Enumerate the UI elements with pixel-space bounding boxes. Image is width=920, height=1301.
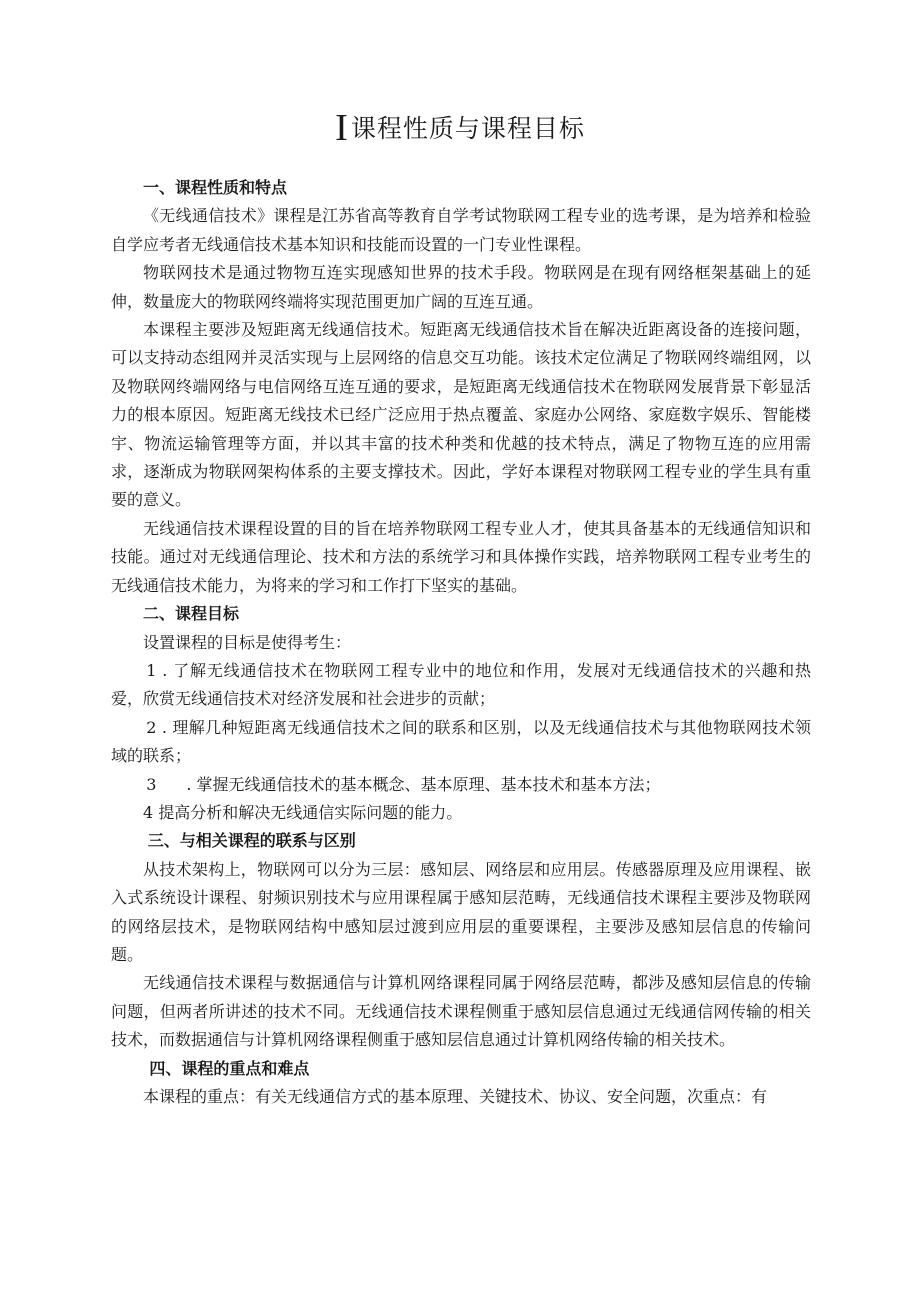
section-3-paragraph-1: 从技术架构上，物联网可以分为三层：感知层、网络层和应用层。传感器原理及应用课程、嵌入式系统设计课程、射频识别技术与应用课程属于感知层范畴，无线通信技术课程主要涉及物联网的网络层技术，是物联网结构中感知层过渡到应用层的重要课程，主要涉及感知层信息的传输问题。: [111, 859, 811, 964]
section-4-paragraph-1: 本课程的重点：有关无线通信方式的基本原理、关键技术、协议、安全问题，次重点：有: [143, 1087, 768, 1106]
goal-item-1: 1 . 了解无线通信技术在物联网工程专业中的地位和作用，发展对无线通信技术的兴趣和热爱，欣赏无线通信技术对经济发展和社会进步的贡献；: [111, 660, 811, 709]
goal-item-3-number: 3: [146, 774, 157, 794]
section-1-paragraph-3: 本课程主要涉及短距离无线通信技术。短距离无线通信技术旨在解决近距离设备的连接问题，可以支持动态组网并灵活实现与上层网络的信息交互功能。该技术定位满足了物联网终端组网，以及物联网终端网络与电信网络互连互通的要求，是短距离无线通信技术在物联网发展背景下彰显活力的根本原因。短距离无线技术已经广泛应用于热点覆盖、家庭办公网络、家庭数字娱乐、智能楼宇、物流运输管理等方面，并以其丰富的技术种类和优越的技术特点，满足了物物互连的应用需求，逐渐成为物联网架构体系的主要支撑技术。因此，学好本课程对物联网工程专业的学生具有重要的意义。: [111, 320, 811, 510]
title-text: 课程性质与课程目标: [350, 114, 585, 143]
goal-item-3: [111, 771, 811, 799]
goal-item-3-text: . 掌握无线通信技术的基本概念、基本原理、基本技术和基本方法；: [186, 774, 661, 794]
section-1-heading: 一、课程性质和特点: [143, 178, 288, 197]
title-roman-numeral: I: [335, 107, 349, 149]
section-1-paragraph-2: 物联网技术是通过物物互连实现感知世界的技术手段。物联网是在现有网络框架基础上的延伸，数量庞大的物联网终端将实现范围更加广阔的互连互通。: [111, 263, 811, 311]
section-2-intro: 设置课程的目标是使得考生：: [143, 632, 352, 652]
section-4-heading: 四、课程的重点和难点: [149, 1058, 310, 1078]
section-2-heading: 二、课程目标: [143, 604, 240, 624]
page-title: [0, 108, 920, 149]
goal-item-4: 4 提高分析和解决无线通信实际问题的能力。: [143, 802, 463, 822]
section-1-paragraph-1: 《无线通信技术》课程是江苏省高等教育自学考试物联网工程专业的选考课，是为培养和检验自学应考者无线通信技术基本知识和技能而设置的一门专业性课程。: [111, 206, 811, 254]
section-1-paragraph-4: 无线通信技术课程设置的目的旨在培养物联网工程专业人才，使其具备基本的无线通信知识和技能。通过对无线通信理论、技术和方法的系统学习和具体操作实践，培养物联网工程专业考生的无线通信技术能力，为将来的学习和工作打下坚实的基础。: [111, 518, 811, 595]
section-3-heading: 三、与相关课程的联系与区别: [147, 831, 356, 851]
section-3-paragraph-2: 无线通信技术课程与数据通信与计算机网络课程同属于网络层范畴，都涉及感知层信息的传输问题，但两者所讲述的技术不同。无线通信技术课程侧重于感知层信息通过无线通信网传输的相关技术，而数据通信与计算机网络课程侧重于感知层信息通过计算机网络传输的相关技术。: [111, 973, 811, 1050]
document-body: [111, 174, 811, 1111]
goal-item-2: 2 . 理解几种短距离无线通信技术之间的联系和区别，以及无线通信技术与其他物联网技术领域的联系；: [111, 717, 811, 766]
